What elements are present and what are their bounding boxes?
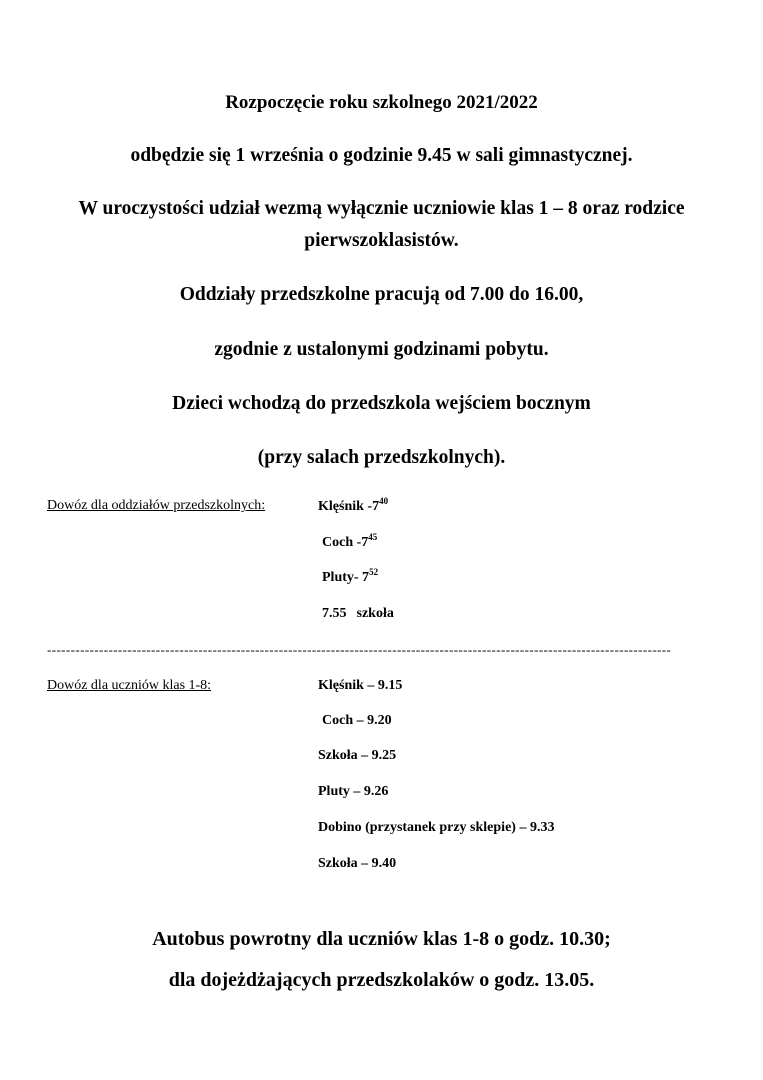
preschool-stop: Pluty- $7^{52}$ xyxy=(322,567,379,585)
section-divider: ------------------------------------------------------------------------------------------------------------------------------------ xyxy=(47,643,672,656)
student-transport-label: Dowóz dla uczniów klas 1-8: xyxy=(47,678,212,693)
preschool-hours-line: Oddziały przedszkolne pracują od 7.00 do 16.00, xyxy=(179,284,584,305)
participants-line-continued: pierwszoklasistów. xyxy=(304,230,459,251)
school-year-title: Rozpoczęcie roku szkolnego 2021/2022 xyxy=(225,92,538,113)
preschool-entrance-line: Dzieci wchodzą do przedszkola wejściem bocznym xyxy=(172,393,591,414)
preschool-stay-line: zgodnie z ustalonymi godzinami pobytu. xyxy=(214,339,549,360)
return-bus-students: Autobus powrotny dla uczniów klas 1-8 o godz. 10.30; xyxy=(152,928,611,950)
preschool-stop: Klęśnik $-7^{40}$ xyxy=(318,496,389,514)
student-stop: Pluty – 9.26 xyxy=(318,784,389,799)
participants-line: W uroczystości udział wezmą wyłącznie uczniowie klas 1 – 8 oraz rodzice xyxy=(78,198,685,219)
preschool-stop: Coch $-7^{45}$ xyxy=(322,532,378,550)
student-stop: Klęśnik – 9.15 xyxy=(318,678,403,693)
student-stop: Coch – 9.20 xyxy=(322,713,392,728)
preschool-entrance-note: (przy salach przedszkolnych). xyxy=(257,447,506,468)
preschool-stop: 7.55 szkoła xyxy=(322,606,394,621)
student-stop: Szkoła – 9.40 xyxy=(318,856,397,871)
return-bus-preschool: dla dojeżdżających przedszkolaków o godz. 13.05. xyxy=(168,969,595,991)
student-stop: Szkoła – 9.25 xyxy=(318,748,397,763)
preschool-transport-label: Dowóz dla oddziałów przedszkolnych: xyxy=(47,498,266,513)
ceremony-date-line: odbędzie się 1 września o godzinie 9.45 w sali gimnastycznej. xyxy=(130,145,633,166)
student-stop: Dobino (przystanek przy sklepie) – 9.33 xyxy=(318,820,555,835)
